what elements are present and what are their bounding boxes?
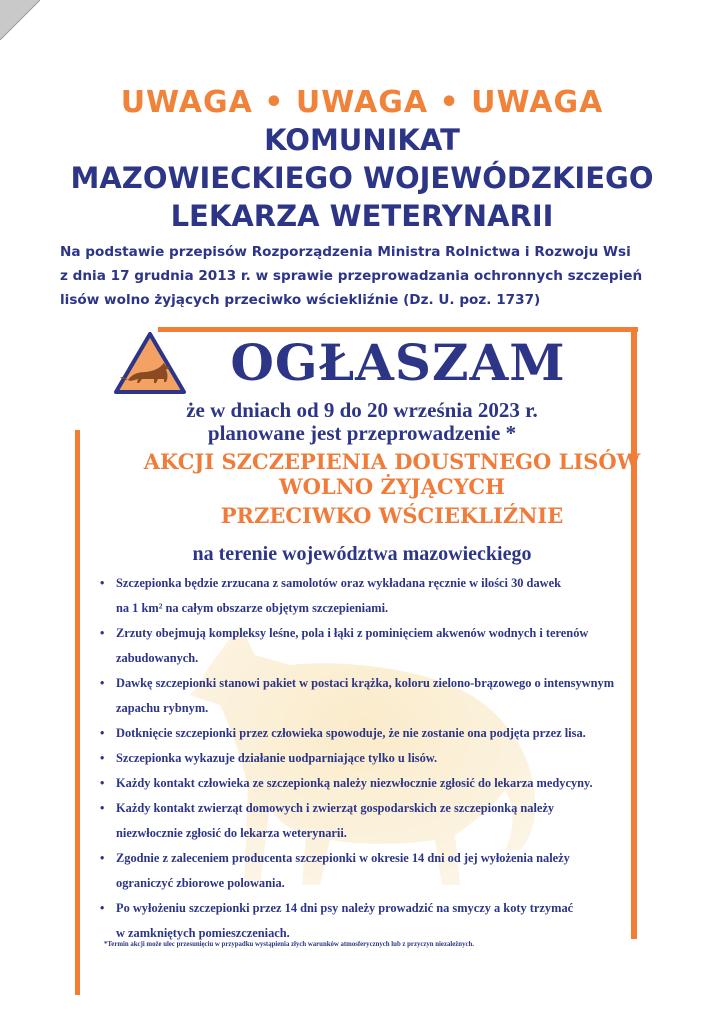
bullet-item-continuation — [100, 696, 620, 721]
bullet-text: Zgodnie z zaleceniem producenta szczepionki w okresie 14 dni od jej wyłożenia należy — [116, 851, 570, 865]
action-line-2: WOLNO ŻYJĄCYCH — [279, 474, 505, 499]
bullet-dot: • — [100, 726, 105, 740]
bullet-dot: • — [100, 901, 105, 915]
legal-basis-line-2: z dnia 17 grudnia 2013 r. w sprawie przeprowadzania ochronnych szczepień — [60, 268, 643, 284]
legal-basis-line-3: lisów wolno żyjących przeciwko wściekliźnie (Dz. U. poz. 1737) — [60, 292, 541, 308]
bullet-text: Szczepionka będzie zrzucana z samolotów oraz wykładana ręcznie w ilości 30 dawek — [116, 576, 561, 590]
bullet-dot: • — [100, 776, 105, 790]
bullet-text: Zrzuty obejmują kompleksy leśne, pola i łąki z pominięciem akwenów wodnych i terenów — [116, 626, 589, 640]
bullet-dot: • — [100, 851, 105, 865]
bullet-item — [100, 671, 620, 696]
bullet-text: zabudowanych. — [116, 651, 199, 665]
region-line: na terenie województwa mazowieckiego — [192, 543, 532, 565]
action-line-3: PRZECIWKO WŚCIEKLIŹNIE — [220, 503, 564, 528]
bullet-item — [100, 771, 620, 796]
bullet-text: niezwłocznie zgłosić do lekarza weterynarii. — [116, 826, 347, 840]
bullet-item-continuation — [100, 646, 620, 671]
bullet-text: zapachu rybnym. — [116, 701, 209, 715]
bullet-item-continuation — [100, 871, 620, 896]
bullet-text: Dotknięcie szczepionki przez człowieka spowoduje, że nie zostanie ona podjęta przez lisa. — [116, 726, 586, 740]
bullet-item — [100, 621, 620, 646]
bullet-text: Po wyłożeniu szczepionki przez 14 dni psy należy prowadzić na smyczy a koty trzymać — [116, 901, 574, 915]
bullet-text: Szczepionka wykazuje działanie uodparniające tylko u lisów. — [116, 751, 438, 765]
date-line-2: planowane jest przeprowadzenie * — [207, 421, 517, 445]
bullet-item — [100, 896, 620, 921]
bullet-item — [100, 846, 620, 871]
bullet-item — [100, 721, 620, 746]
date-line-1: że w dniach od 9 do 20 września 2023 r. — [186, 398, 538, 422]
bullet-item — [100, 571, 620, 596]
bullet-item — [100, 796, 620, 821]
bullet-text: Każdy kontakt człowieka ze szczepionką należy niezwłocznie zgłosić do lekarza medycyny. — [116, 776, 593, 790]
bullet-dot: • — [100, 676, 105, 690]
bullet-text: Każdy kontakt zwierząt domowych i zwierząt gospodarskich ze szczepionką należy — [116, 801, 555, 815]
legal-basis — [60, 240, 670, 312]
bullet-item — [100, 746, 620, 771]
title-line-3: LEKARZA WETERYNARII — [170, 199, 554, 233]
title-line-1: KOMUNIKAT — [264, 123, 460, 157]
footnote: *Termin akcji może ulec przesunięciu w przypadku wystąpienia złych warunków atmosferycznych lub z przyczyn niezależnych. — [104, 941, 474, 948]
bullet-dot: • — [100, 751, 105, 765]
bullet-text: w zamkniętych pomieszczeniach. — [116, 926, 290, 940]
bullet-text: Dawkę szczepionki stanowi pakiet w postaci krążka, koloru zielono-brązowego o intensywnym — [116, 676, 615, 690]
bullet-list — [100, 571, 620, 946]
legal-basis-line-1: Na podstawie przepisów Rozporządzenia Ministra Rolnictwa i Rozwoju Wsi — [60, 244, 631, 260]
bullet-dot: • — [100, 801, 105, 815]
bullet-dot: • — [100, 576, 105, 590]
announcement-headline: OGŁASZAM — [230, 333, 566, 392]
bullet-dot: • — [100, 626, 105, 640]
bullet-text: na 1 km² na całym obszarze objętym szczepieniami. — [116, 601, 389, 615]
action-line-1: AKCJI SZCZEPIENIA DOUSTNEGO LISÓW — [143, 449, 641, 474]
bullet-item-continuation — [100, 596, 620, 621]
bullet-item-continuation — [100, 821, 620, 846]
page-corner-fold — [0, 0, 40, 40]
bullet-text: ograniczyć zbiorowe polowania. — [116, 876, 285, 890]
title-line-2: MAZOWIECKIEGO WOJEWÓDZKIEGO — [70, 161, 654, 195]
fox-warning-triangle-icon — [112, 330, 188, 396]
uwaga-heading: UWAGA • UWAGA • UWAGA — [120, 85, 604, 120]
